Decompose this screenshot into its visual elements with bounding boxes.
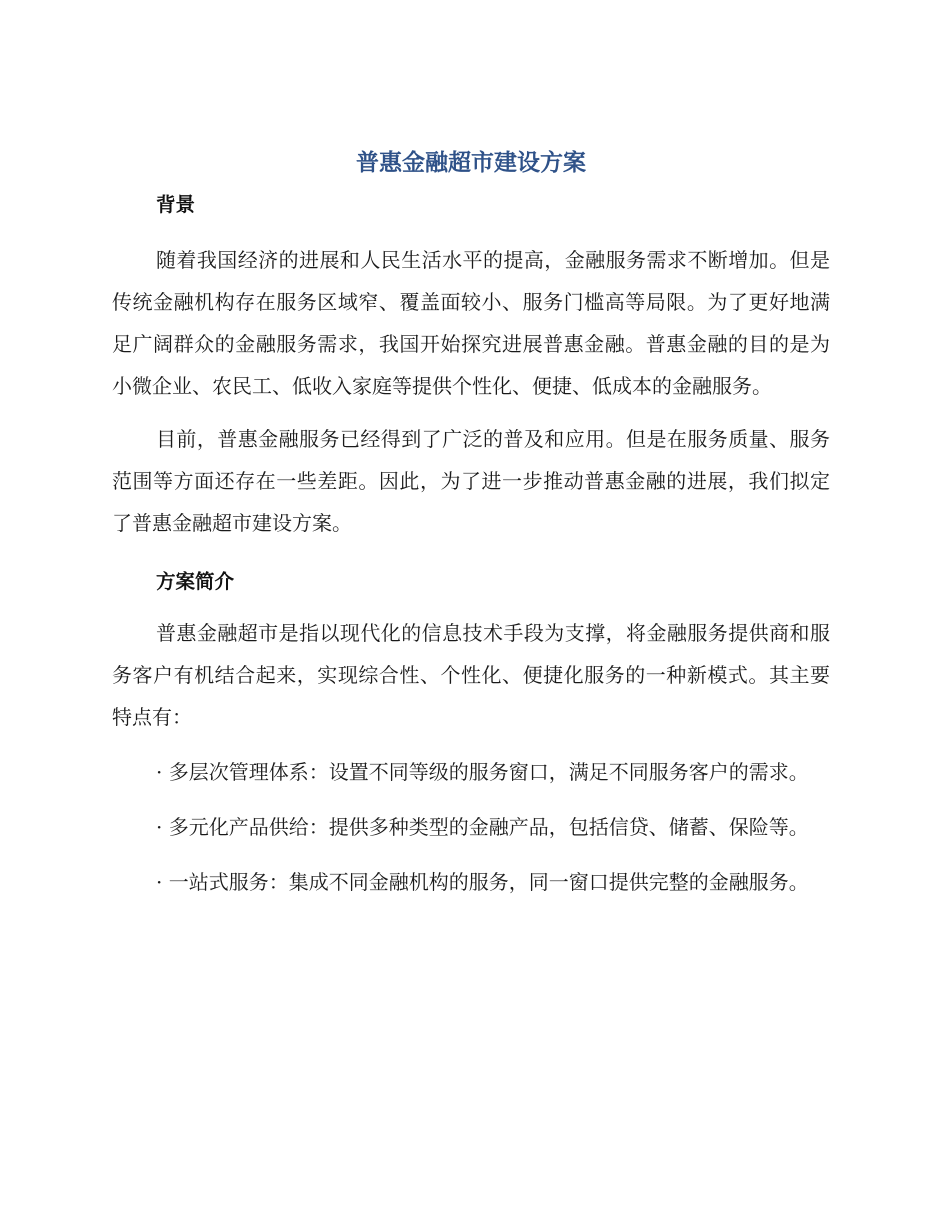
- feature-bullet-diversified-products: · 多元化产品供给：提供多种类型的金融产品，包括信贷、储蓄、保险等。: [156, 815, 809, 839]
- plan-intro-paragraph: 普惠金融超市是指以现代化的信息技术手段为支撑，将金融服务提供商和服务客户有机结合起来，实现综合性、个性化、便捷化服务的一种新模式。其主要特点有：: [112, 621, 830, 729]
- section-heading-plan-intro: 方案简介: [156, 570, 235, 593]
- document-title: 普惠金融超市建设方案: [356, 150, 586, 176]
- section-heading-background: 背景: [156, 193, 196, 216]
- document-body: [112, 145, 830, 903]
- background-paragraph-1: 随着我国经济的进展和人民生活水平的提高，金融服务需求不断增加。但是传统金融机构存在服务区域窄、覆盖面较小、服务门槛高等局限。为了更好地满足广阔群众的金融服务需求，我国开始探究进展普惠金融。普惠金融的目的是为小微企业、农民工、低收入家庭等提供个性化、便捷、低成本的金融服务。: [112, 248, 830, 398]
- feature-bullet-one-stop-service: · 一站式服务：集成不同金融机构的服务，同一窗口提供完整的金融服务。: [156, 870, 809, 894]
- feature-bullet-multilevel-management: · 多层次管理体系：设置不同等级的服务窗口，满足不同服务客户的需求。: [156, 760, 809, 784]
- background-paragraph-2: 目前，普惠金融服务已经得到了广泛的普及和应用。但是在服务质量、服务范围等方面还存在一些差距。因此，为了进一步推动普惠金融的进展，我们拟定了普惠金融超市建设方案。: [112, 427, 830, 535]
